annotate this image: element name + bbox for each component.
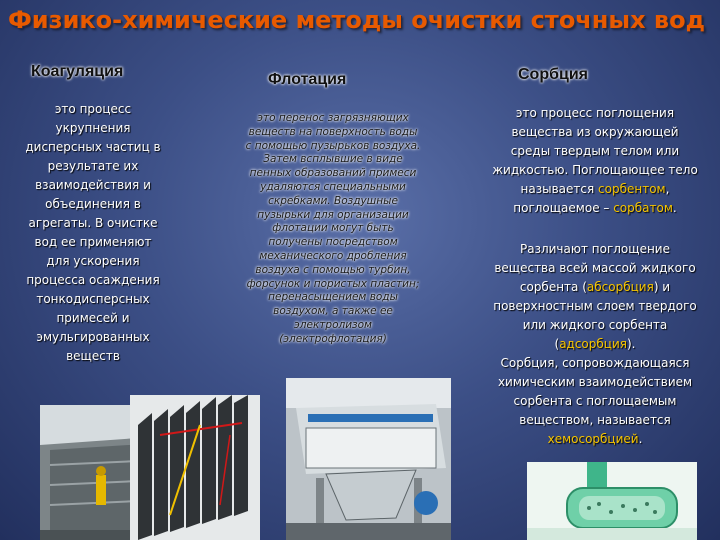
coagulation-line: агрегаты. В очистке	[28, 216, 158, 230]
coagulation-line: вод ее применяют	[34, 235, 152, 249]
sorption-text-fragment: называется	[520, 182, 599, 196]
sorption-line: поверхностным слоем твердого	[493, 299, 697, 313]
flotation-line: флотации могут быть	[272, 222, 394, 235]
flotation-text	[222, 112, 444, 347]
sorption-line: Различают поглощение	[519, 242, 670, 256]
coagulation-line: тонкодисперсных	[36, 292, 150, 306]
sorption-line: вещества из окружающей	[511, 125, 679, 139]
flotation-line: форсунок и пористых пластин;	[246, 277, 420, 290]
sorption-line	[472, 335, 718, 354]
paragraph-gap	[472, 218, 718, 240]
flotation-line: воздухом, а также ее	[273, 305, 393, 318]
slide-title: Физико-химические методы очистки сточных вод	[8, 6, 705, 34]
sorption-line	[472, 278, 718, 297]
coagulation-line: веществ	[66, 349, 120, 363]
sorption-line: жидкостью. Поглощающее тело	[492, 163, 698, 177]
sorption-text	[472, 104, 718, 449]
coagulation-line: укрупнения	[55, 121, 131, 135]
flotation-line: Затем всплывшие в виде	[263, 153, 403, 166]
sorption-text-fragment: (	[554, 337, 560, 351]
sorption-text-fragment: ).	[626, 337, 636, 351]
coagulation-line: результате их	[47, 159, 139, 173]
flotation-line: (электрофлотация)	[279, 332, 387, 345]
sorption-line: Сорбция, сопровождающаяся	[500, 356, 690, 370]
coagulation-line: для ускорения	[46, 254, 140, 268]
heading-flotation: Флотация	[268, 71, 347, 88]
coagulation-line: объединения в	[45, 197, 141, 211]
sorption-line: или жидкого сорбента	[522, 318, 668, 332]
sorption-text-fragment: сорбента (	[519, 280, 587, 294]
term-adsorption: адсорбция	[559, 337, 627, 351]
sorption-line: химическим взаимодействием	[497, 375, 693, 389]
coagulation-line: примесей и	[56, 311, 130, 325]
flotation-line: перенасыщением воды	[268, 291, 398, 304]
punctuation: ,	[665, 182, 670, 196]
flotation-line: скребками. Воздушные	[268, 194, 398, 207]
flotation-line: веществ на поверхность воды	[248, 125, 418, 138]
sorption-column-photo	[527, 462, 697, 540]
flotation-line: электролизом	[294, 318, 372, 331]
lamella-settler-photo	[130, 395, 260, 540]
coagulation-line: дисперсных частиц в	[25, 140, 161, 154]
sorption-line: это процесс поглощения	[515, 106, 675, 120]
flotation-line: пузырьки для организации	[257, 208, 409, 221]
heading-sorption: Сорбция	[518, 66, 588, 83]
sorption-line	[472, 199, 718, 218]
flotation-line: это перенос загрязняющих	[257, 112, 409, 124]
flotation-line: с помощью пузырьков воздуха.	[245, 139, 421, 152]
term-sorbate: сорбатом	[613, 201, 673, 215]
punctuation: .	[638, 432, 643, 446]
coagulation-line: процесса осаждения	[26, 273, 160, 287]
coagulation-line: эмульгированных	[36, 330, 150, 344]
flotation-line: механического дробления	[259, 249, 407, 262]
sorption-line	[472, 180, 718, 199]
sorption-line: среды твердым телом или	[510, 144, 680, 158]
flotation-line: удаляются специальными	[260, 180, 406, 193]
sorption-text-fragment: ) и	[653, 280, 671, 294]
term-chemisorption: хемосорбцией	[547, 432, 639, 446]
flotation-unit-photo	[286, 378, 451, 540]
sorption-line: веществом, называется	[519, 413, 671, 427]
flotation-line: пенных образований примеси	[249, 167, 417, 180]
term-absorption: абсорбция	[586, 280, 654, 294]
sorption-line: вещества всей массой жидкого	[494, 261, 696, 275]
heading-coagulation: Коагуляция	[31, 63, 124, 80]
flotation-line: воздуха с помощью турбин,	[255, 263, 411, 276]
flotation-line: получены посредством	[268, 236, 398, 249]
punctuation: .	[672, 201, 677, 215]
coagulation-line: это процесс	[54, 102, 132, 116]
sorption-line: сорбента с поглощаемым	[513, 394, 677, 408]
sorption-line	[472, 430, 718, 449]
sorption-text-fragment: поглощаемое –	[513, 201, 614, 215]
coagulation-line: взаимодействия и	[35, 178, 151, 192]
coagulation-text	[18, 100, 168, 366]
term-sorbent: сорбентом	[598, 182, 666, 196]
